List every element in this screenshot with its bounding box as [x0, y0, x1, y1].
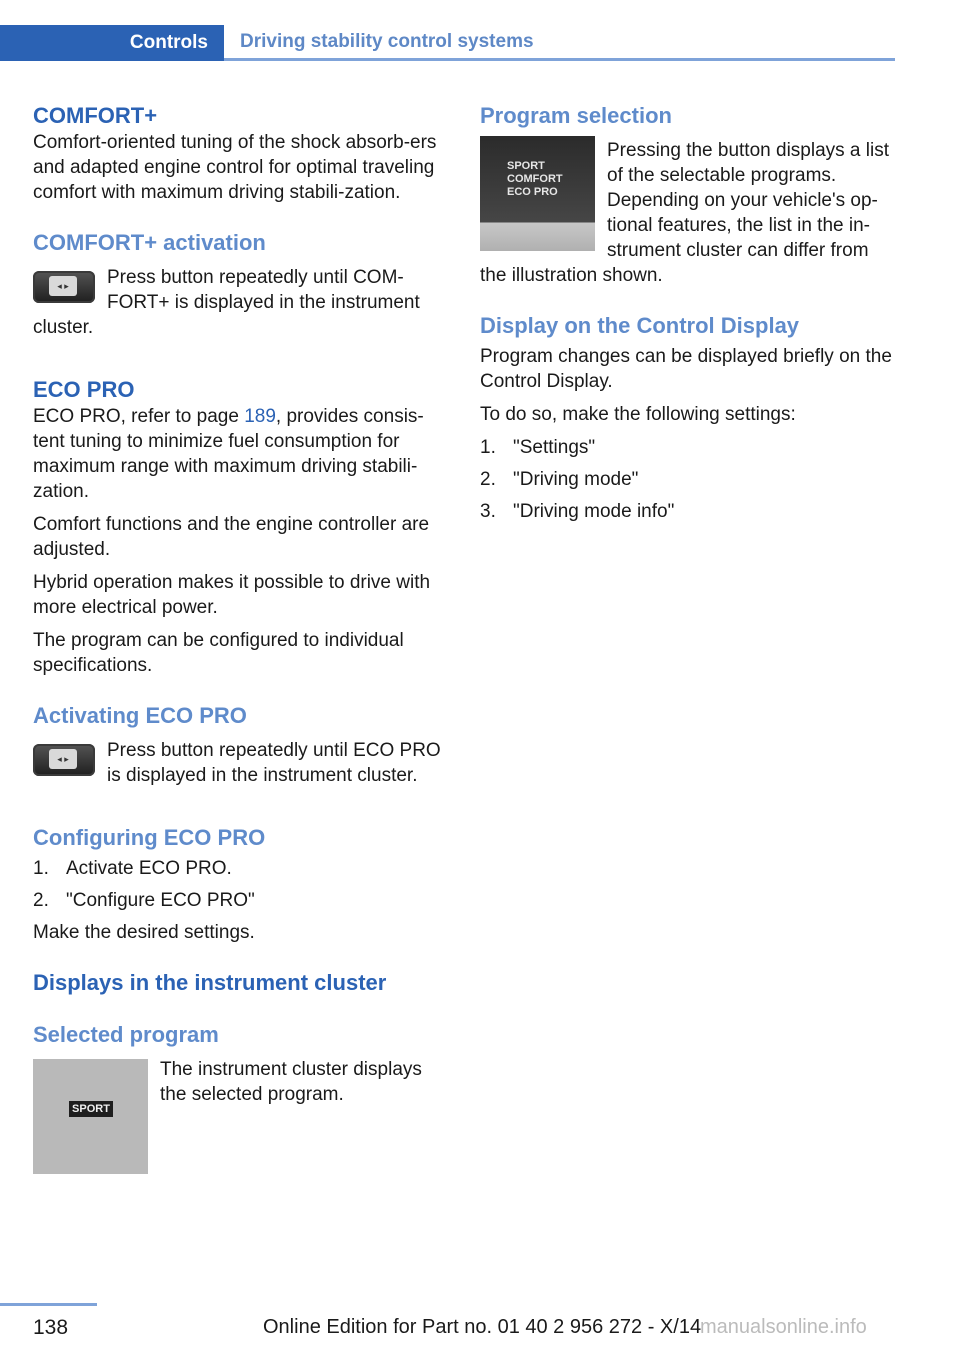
- eco-text-post: , provides consis-tent tuning to minimize fuel consumption for maximum range with maximum driving stabili-zation.: [33, 406, 424, 502]
- config-heading: Configuring ECO PRO: [33, 825, 266, 850]
- rocker-icon: ◂ ▸: [49, 276, 77, 296]
- control-display-p2: To do so, make the following settings:: [480, 404, 796, 425]
- selected-program-text: The instrument cluster displays the selected program.: [160, 1059, 422, 1105]
- cluster-sport-figure: [33, 1059, 148, 1174]
- list-text: "Configure ECO PRO": [66, 890, 255, 911]
- watermark: manualsonline.info: [700, 1316, 867, 1338]
- list-text: Activate ECO PRO.: [66, 858, 232, 879]
- program-list: [507, 160, 563, 199]
- program-selection-heading: Program selection: [480, 103, 672, 128]
- list-number: 2.: [480, 469, 496, 490]
- list-item: [480, 499, 895, 524]
- eco-paragraph-2: Comfort functions and the engine controller are adjusted.: [33, 514, 430, 560]
- list-text: "Driving mode": [513, 469, 639, 490]
- program-selection-text: Pressing the button displays a list of the selectable programs. Depending on your vehicle's op-tional features, the list in the in-strument cluster can differ from the illustration shown.: [480, 140, 889, 286]
- program-list-figure: [480, 136, 595, 251]
- control-display-p1: Program changes can be displayed briefly on the Control Display.: [480, 346, 892, 392]
- eco-paragraph-4: The program can be configured to individual specifications.: [33, 630, 404, 676]
- eco-text: [33, 404, 443, 504]
- selected-program-heading: Selected program: [33, 1022, 219, 1047]
- list-number: 1.: [480, 437, 496, 458]
- eco-paragraph-3: Hybrid operation makes it possible to drive with more electrical power.: [33, 572, 431, 618]
- page-link[interactable]: 189: [244, 406, 276, 427]
- list-number: 3.: [480, 501, 496, 522]
- list-text: "Driving mode info": [513, 501, 675, 522]
- eco-heading: ECO PRO: [33, 377, 135, 402]
- program-item: ECO PRO: [507, 186, 558, 198]
- sport-badge: SPORT: [69, 1101, 113, 1117]
- chapter-label: Controls: [129, 32, 208, 53]
- list-text: "Settings": [513, 437, 596, 458]
- right-column: [480, 102, 895, 531]
- rocker-icon: ◂ ▸: [49, 749, 77, 769]
- comfort-activation-block: [33, 265, 443, 340]
- list-item: [480, 435, 895, 460]
- config-after: Make the desired settings.: [33, 922, 255, 943]
- settings-steps: [480, 435, 895, 524]
- eco-text-pre: ECO PRO, refer to page: [33, 406, 245, 427]
- eco-activation-block: [33, 738, 443, 788]
- comfort-activation-text: Press button repeatedly until COM-FORT+ is displayed in the instrument cluster.: [33, 267, 420, 338]
- program-item: SPORT: [507, 160, 545, 172]
- footer-rule: [0, 1303, 97, 1306]
- driving-button-figure: [33, 271, 95, 303]
- list-item: [480, 467, 895, 492]
- selected-program-block: [33, 1053, 443, 1176]
- control-display-heading: Display on the Control Display: [480, 313, 800, 338]
- comfort-heading: COMFORT+: [33, 103, 158, 128]
- program-item: COMFORT: [507, 173, 563, 185]
- comfort-activation-heading: COMFORT+ activation: [33, 230, 266, 255]
- list-number: 1.: [33, 858, 49, 879]
- header-rule: [224, 58, 895, 61]
- page-number: 138: [33, 1316, 69, 1339]
- displays-heading: Displays in the instrument cluster: [33, 970, 387, 995]
- comfort-text: Comfort-oriented tuning of the shock absorb-ers and adapted engine control for optimal traveling comfort with maximum driving stabili-zation.: [33, 132, 437, 203]
- edition-text: Online Edition for Part no. 01 40 2 956 272 - X/14: [263, 1316, 702, 1338]
- list-number: 2.: [33, 890, 49, 911]
- program-selection-block: [480, 130, 895, 288]
- eco-activation-heading: Activating ECO PRO: [33, 703, 247, 728]
- left-column: [33, 102, 443, 1176]
- config-steps: [33, 856, 443, 913]
- driving-button-figure: [33, 744, 95, 776]
- list-item: [33, 888, 443, 913]
- list-item: [33, 856, 443, 881]
- eco-activation-text: Press button repeatedly until ECO PRO is displayed in the instrument cluster.: [107, 740, 441, 786]
- chapter-tab: [0, 25, 224, 61]
- section-title: Driving stability control systems: [240, 31, 534, 52]
